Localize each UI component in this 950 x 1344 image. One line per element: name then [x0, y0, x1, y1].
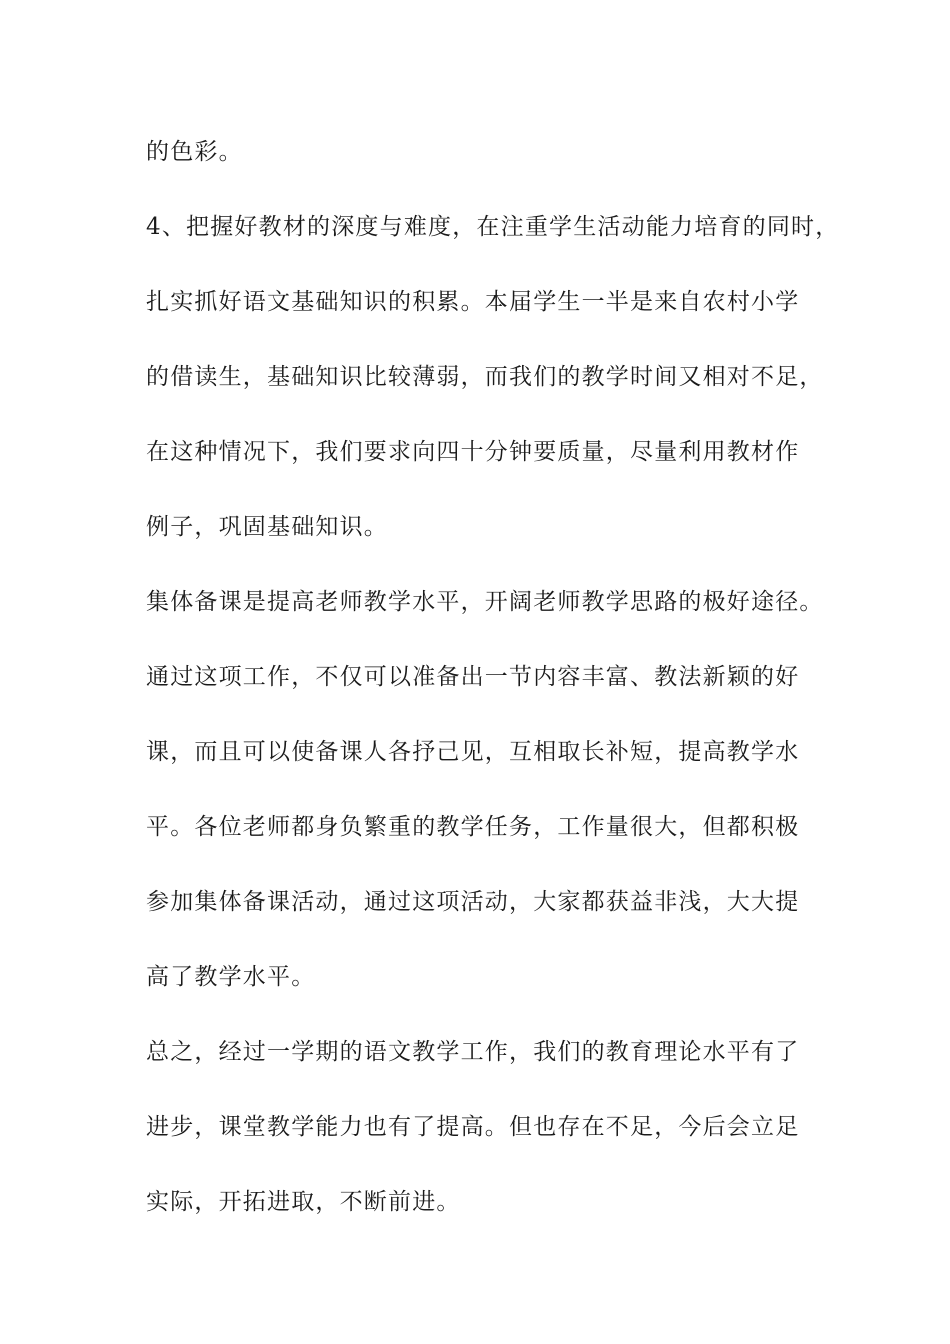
text-line: 课，而且可以使备课人各抒己见，互相取长补短，提高教学水: [146, 739, 800, 765]
text-line: 进步，课堂教学能力也有了提高。但也存在不足，今后会立足: [146, 1114, 800, 1140]
text-line: 在这种情况下，我们要求向四十分钟要质量，尽量利用教材作: [146, 439, 800, 465]
text-line: 参加集体备课活动，通过这项活动，大家都获益非浅，大大提: [146, 889, 800, 915]
text-line: 实际，开拓进取，不断前进。: [146, 1189, 461, 1215]
text-line: 的色彩。: [146, 139, 243, 165]
text-line: 集体备课是提高老师教学水平，开阔老师教学思路的极好途径。: [146, 589, 824, 615]
text-line: 4、把握好教材的深度与难度，在注重学生活动能力培育的同时，: [146, 214, 840, 240]
text-line: 高了教学水平。: [146, 964, 316, 990]
text-line: 通过这项工作，不仅可以准备出一节内容丰富、教法新颖的好: [146, 664, 800, 690]
text-line: 扎实抓好语文基础知识的积累。本届学生一半是来自农村小学: [146, 289, 800, 315]
text-line: 平。各位老师都身负繁重的教学任务，工作量很大，但都积极: [146, 814, 800, 840]
text-line: 例子，巩固基础知识。: [146, 514, 388, 540]
text-line: 总之，经过一学期的语文教学工作，我们的教育理论水平有了: [146, 1039, 800, 1065]
text-line: 的借读生，基础知识比较薄弱，而我们的教学时间又相对不足，: [146, 364, 824, 390]
